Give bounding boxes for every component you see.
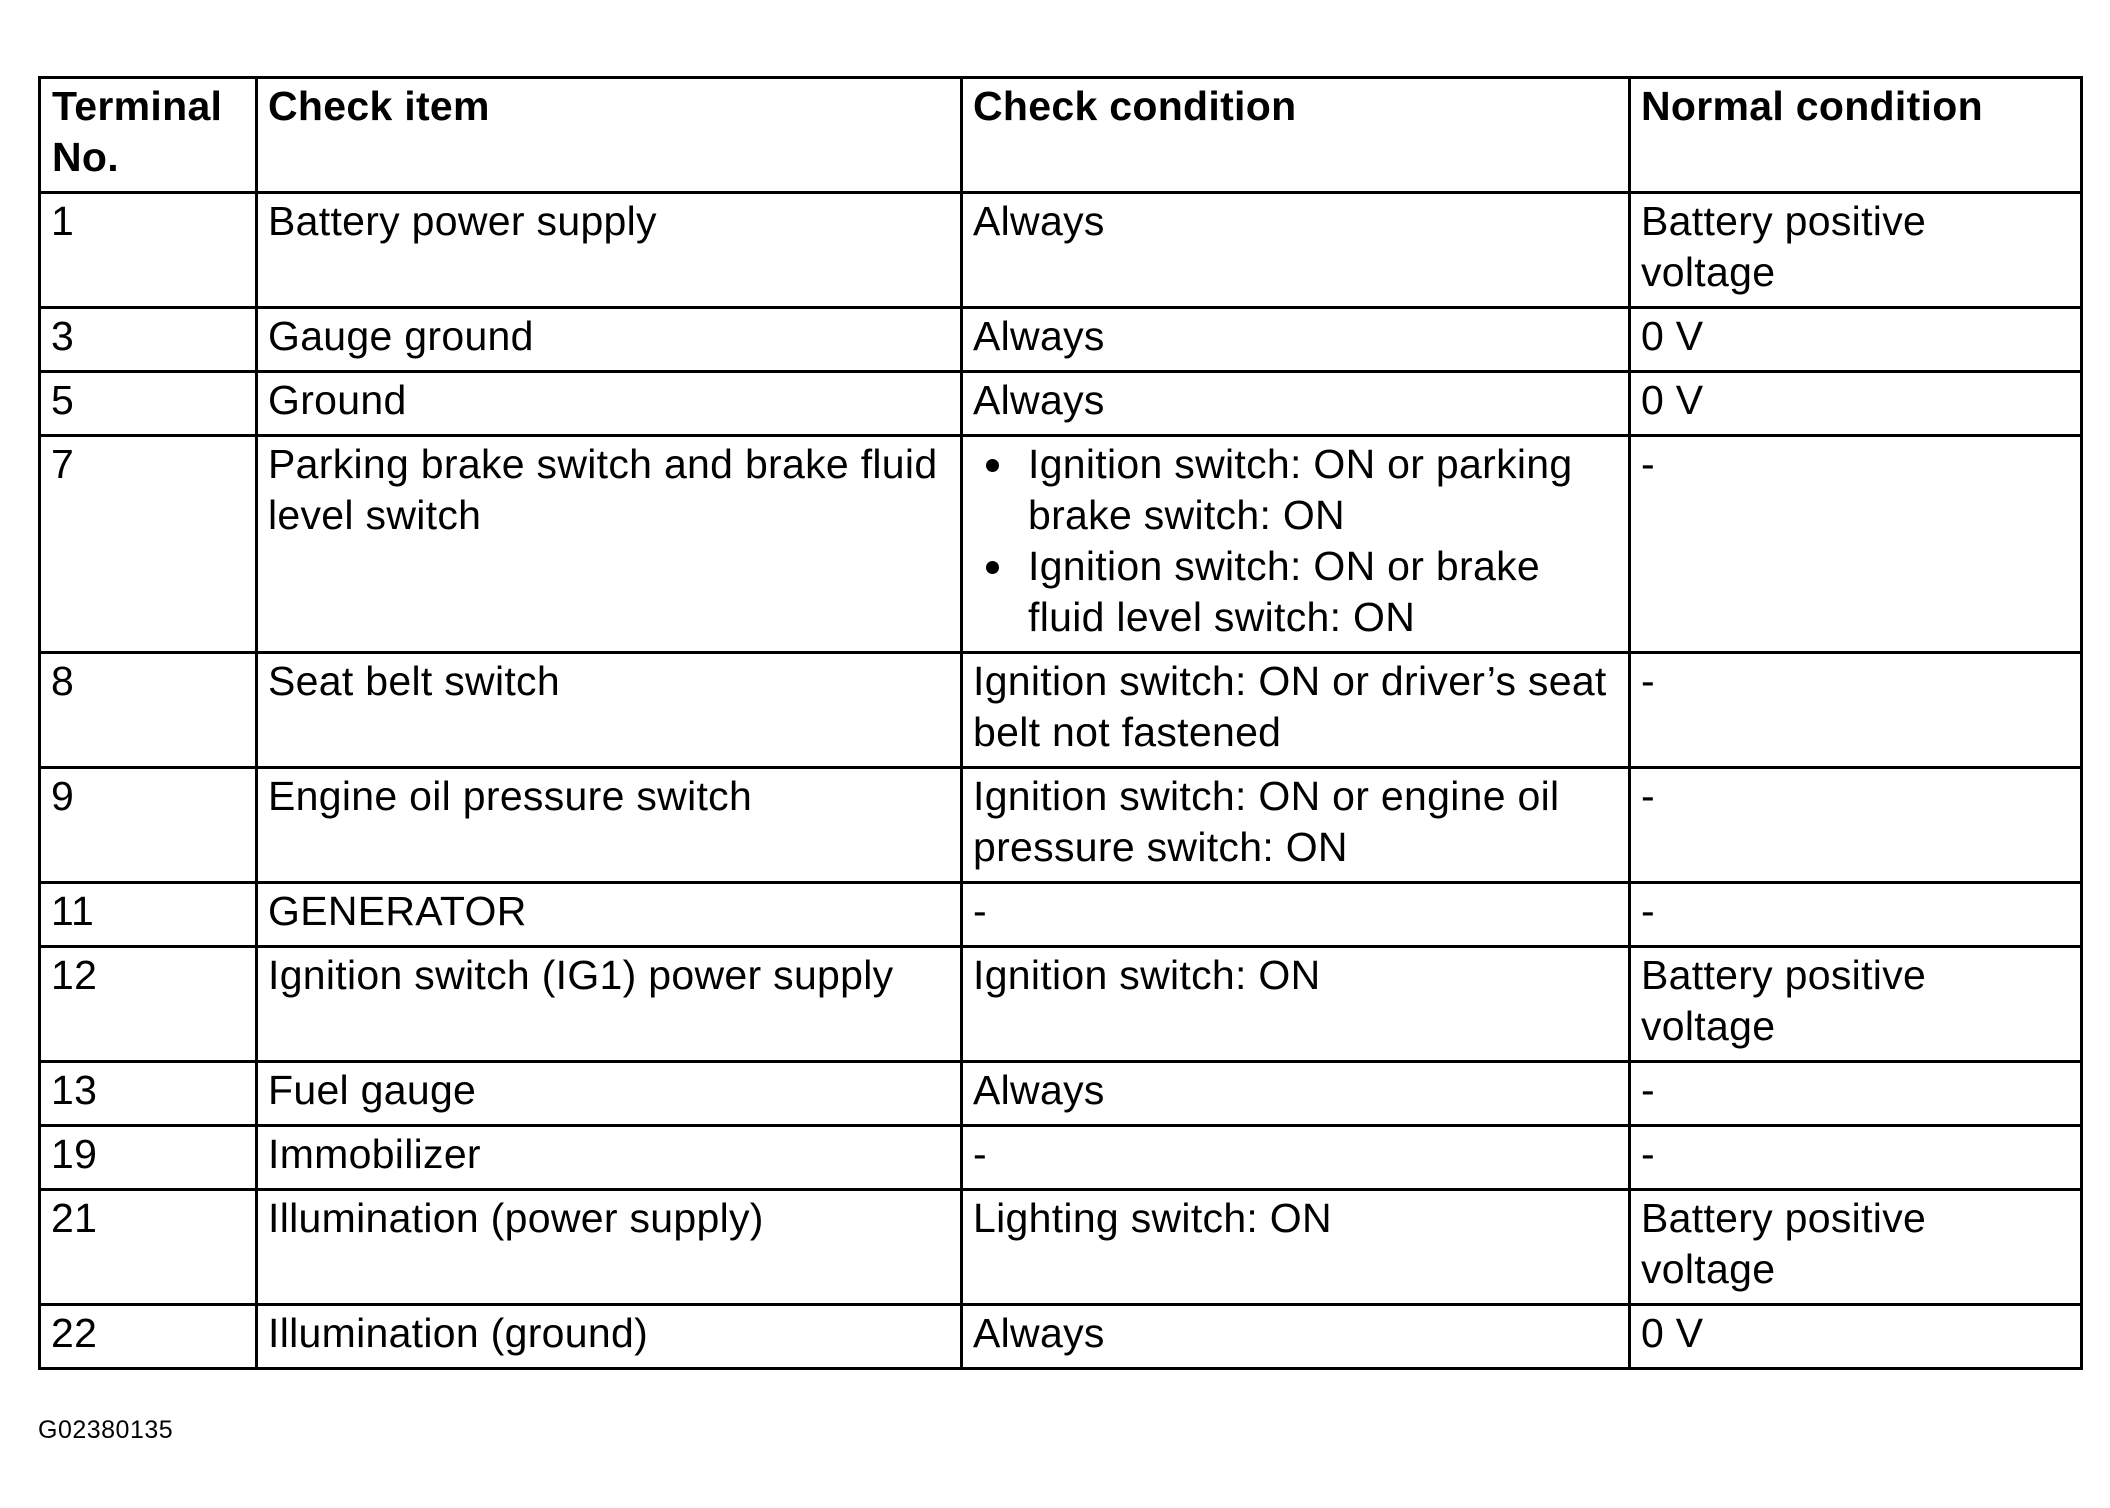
condition-bullet-item bbox=[973, 541, 1618, 643]
cell-terminal-no: 3 bbox=[40, 308, 257, 372]
bullet-dot-icon bbox=[986, 459, 999, 472]
cell-terminal-no: 8 bbox=[40, 653, 257, 768]
terminal-check-sheet bbox=[38, 76, 2080, 1370]
cell-normal-condition: - bbox=[1630, 653, 2082, 768]
cell-check-item: Illumination (ground) bbox=[257, 1305, 962, 1369]
table-row bbox=[40, 768, 2082, 883]
table-body bbox=[40, 193, 2082, 1369]
header-normal-condition: Normal condition bbox=[1630, 78, 2082, 193]
cell-terminal-no: 11 bbox=[40, 883, 257, 947]
cell-check-condition: Always bbox=[962, 308, 1630, 372]
condition-text: Ignition switch: ON or parking brake switch: ON bbox=[1028, 441, 1573, 538]
cell-normal-condition: Battery positive voltage bbox=[1630, 1190, 2082, 1305]
figure-id: G02380135 bbox=[38, 1416, 174, 1444]
cell-check-item: GENERATOR bbox=[257, 883, 962, 947]
table-row bbox=[40, 436, 2082, 653]
cell-check-condition: - bbox=[962, 1126, 1630, 1190]
header-terminal-no bbox=[40, 78, 257, 193]
cell-normal-condition: - bbox=[1630, 768, 2082, 883]
table-row bbox=[40, 947, 2082, 1062]
cell-normal-condition: Battery positive voltage bbox=[1630, 193, 2082, 308]
cell-normal-condition: 0 V bbox=[1630, 308, 2082, 372]
cell-check-condition: Ignition switch: ON or driver’s seat belt not fastened bbox=[962, 653, 1630, 768]
cell-terminal-no: 13 bbox=[40, 1062, 257, 1126]
header-check-item: Check item bbox=[257, 78, 962, 193]
bullet-dot-icon bbox=[986, 561, 999, 574]
table-row bbox=[40, 1062, 2082, 1126]
cell-check-item: Ground bbox=[257, 372, 962, 436]
condition-text: Ignition switch: ON or brake fluid level switch: ON bbox=[1028, 543, 1540, 640]
cell-normal-condition: - bbox=[1630, 1126, 2082, 1190]
header-check-condition: Check condition bbox=[962, 78, 1630, 193]
cell-check-item: Parking brake switch and brake fluid level switch bbox=[257, 436, 962, 653]
table-row bbox=[40, 193, 2082, 308]
cell-terminal-no: 7 bbox=[40, 436, 257, 653]
cell-check-item: Ignition switch (IG1) power supply bbox=[257, 947, 962, 1062]
table-row bbox=[40, 372, 2082, 436]
condition-bullet-list bbox=[973, 439, 1618, 643]
cell-check-item: Engine oil pressure switch bbox=[257, 768, 962, 883]
table-row bbox=[40, 1126, 2082, 1190]
table-row bbox=[40, 1190, 2082, 1305]
table-row bbox=[40, 1305, 2082, 1369]
cell-check-condition: Always bbox=[962, 1062, 1630, 1126]
cell-check-item: Battery power supply bbox=[257, 193, 962, 308]
cell-terminal-no: 19 bbox=[40, 1126, 257, 1190]
table-row bbox=[40, 308, 2082, 372]
cell-check-item: Fuel gauge bbox=[257, 1062, 962, 1126]
cell-check-item: Illumination (power supply) bbox=[257, 1190, 962, 1305]
cell-check-condition bbox=[962, 436, 1630, 653]
cell-check-condition: Lighting switch: ON bbox=[962, 1190, 1630, 1305]
cell-check-condition: - bbox=[962, 883, 1630, 947]
cell-check-item: Seat belt switch bbox=[257, 653, 962, 768]
table-row bbox=[40, 653, 2082, 768]
cell-normal-condition: - bbox=[1630, 436, 2082, 653]
terminal-check-table bbox=[38, 76, 2083, 1370]
cell-check-condition: Always bbox=[962, 1305, 1630, 1369]
table-row bbox=[40, 883, 2082, 947]
cell-check-condition: Ignition switch: ON bbox=[962, 947, 1630, 1062]
cell-terminal-no: 5 bbox=[40, 372, 257, 436]
cell-check-condition: Always bbox=[962, 193, 1630, 308]
cell-terminal-no: 21 bbox=[40, 1190, 257, 1305]
cell-check-item: Gauge ground bbox=[257, 308, 962, 372]
cell-terminal-no: 22 bbox=[40, 1305, 257, 1369]
cell-normal-condition: 0 V bbox=[1630, 1305, 2082, 1369]
cell-normal-condition: - bbox=[1630, 883, 2082, 947]
cell-normal-condition: - bbox=[1630, 1062, 2082, 1126]
cell-check-condition: Ignition switch: ON or engine oil pressure switch: ON bbox=[962, 768, 1630, 883]
cell-normal-condition: 0 V bbox=[1630, 372, 2082, 436]
cell-check-condition: Always bbox=[962, 372, 1630, 436]
condition-bullet-item bbox=[973, 439, 1618, 541]
header-terminal-line2: No. bbox=[52, 134, 119, 180]
cell-terminal-no: 9 bbox=[40, 768, 257, 883]
cell-terminal-no: 1 bbox=[40, 193, 257, 308]
cell-normal-condition: Battery positive voltage bbox=[1630, 947, 2082, 1062]
cell-check-item: Immobilizer bbox=[257, 1126, 962, 1190]
cell-terminal-no: 12 bbox=[40, 947, 257, 1062]
header-terminal-line1: Terminal bbox=[52, 83, 223, 129]
table-header-row bbox=[40, 78, 2082, 193]
